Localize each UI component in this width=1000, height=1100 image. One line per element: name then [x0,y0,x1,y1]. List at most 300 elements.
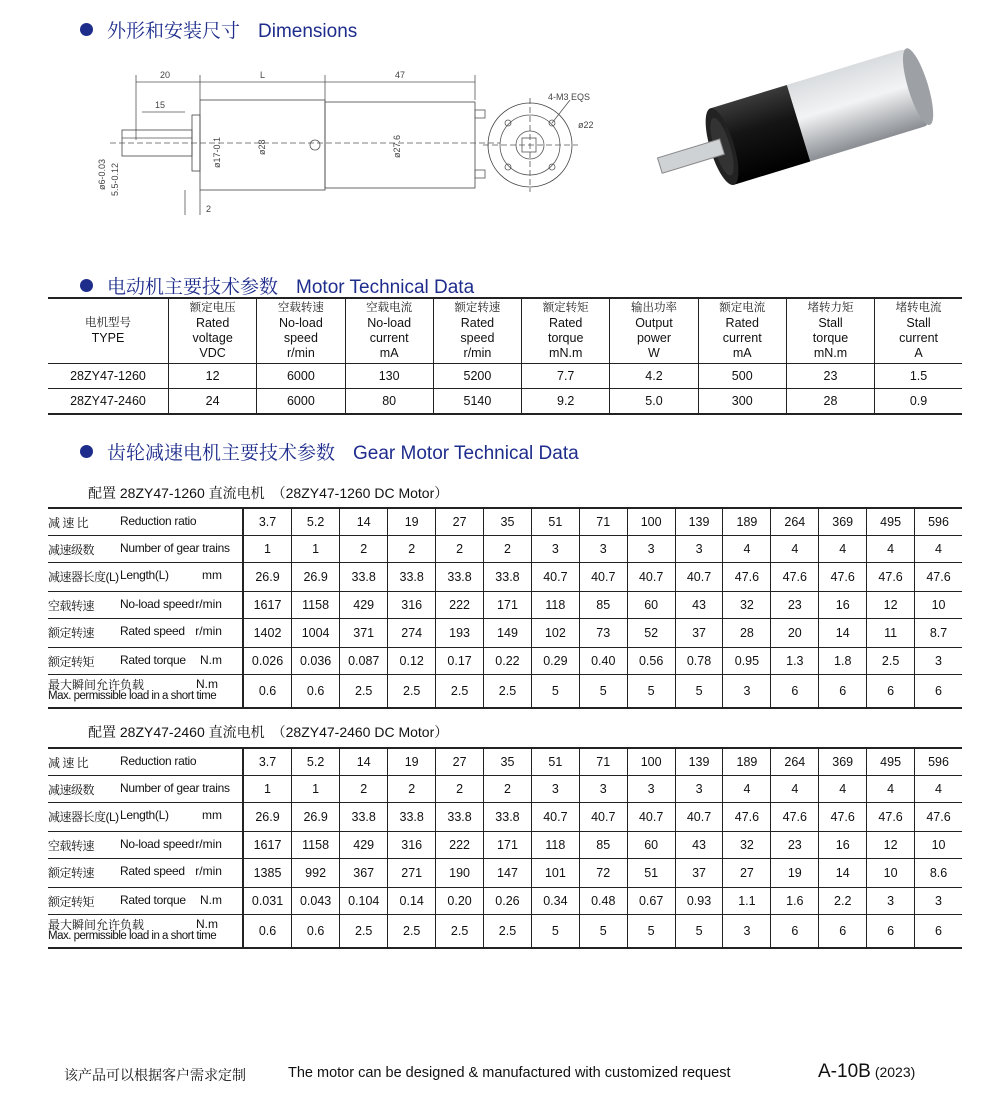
gear-value-cell: 4 [915,776,962,803]
gear-value-cell: 5 [675,915,723,949]
gear-value-cell: 6 [915,675,962,709]
gear-label-unit: N.m [195,677,218,691]
gear-value-cell: 51 [531,508,579,536]
gear-value-cell: 0.93 [675,888,723,915]
dim-label: 5.5-0.12 [110,162,120,196]
gear-label-unit: mm [201,808,222,822]
gear-value-cell: 596 [915,508,962,536]
gear-value-cell: 2 [484,536,532,563]
spec-value-cell: 4.2 [610,364,698,389]
gear-value-cell: 16 [819,832,867,859]
spec-column-en1: Rated [195,316,230,330]
spec-column-header [698,298,786,364]
gear-value-cell: 2 [436,776,484,803]
gear-value-cell: 51 [531,748,579,776]
gear-value-cell: 1.6 [771,888,819,915]
spec-value-cell: 6000 [257,364,345,389]
footer-note-zh: 该产品可以根据客户需求定制 [64,1067,246,1083]
gear-row-label [48,888,243,915]
gear-value-cell: 3 [579,536,627,563]
gear-row [48,915,962,949]
gear-row [48,536,962,563]
spec-column-en1: No-load [367,316,412,330]
gear-value-cell: 40.7 [627,803,675,832]
gear-value-cell: 5 [531,675,579,709]
gear-value-cell: 429 [340,832,388,859]
gear-value-cell: 1.1 [723,888,771,915]
gear-value-cell: 2.5 [340,675,388,709]
gear-value-cell: 0.20 [436,888,484,915]
gear-value-cell: 28 [723,619,771,648]
spec-column-header [433,298,521,364]
gear-value-cell: 2 [388,536,436,563]
gear-value-cell: 52 [627,619,675,648]
gear-row [48,803,962,832]
gear-value-cell: 32 [723,832,771,859]
gear-label-unit: r/min [195,864,222,878]
gear-value-cell: 0.026 [243,648,292,675]
dimensions-heading [80,16,357,43]
gear-value-cell: 37 [675,619,723,648]
gear-label-en: Rated speed [120,864,185,878]
gear-label-en: Reduction ratio [120,514,197,528]
dim-label: 15 [155,100,166,110]
dim-label: 20 [160,70,171,80]
gear-value-cell: 0.26 [484,888,532,915]
gear-label-en: Rated torque [120,893,186,907]
gear-row-label [48,619,243,648]
gear-row-label [48,776,243,803]
gear-value-cell: 4 [723,536,771,563]
gear-value-cell: 3 [627,776,675,803]
gear-row [48,748,962,776]
page-code [818,1061,915,1083]
dim-label: ø17-0.1 [212,136,222,168]
gear-value-cell: 72 [579,859,627,888]
gear-label-en: Length(L) [120,808,169,822]
gear-value-cell: 1402 [243,619,292,648]
spec-value-cell: 12 [169,364,257,389]
gear-row [48,648,962,675]
gear-value-cell: 10 [915,592,962,619]
spec-column-en1: Rated [460,316,495,330]
gear-row-label [48,592,243,619]
gear-value-cell: 0.29 [531,648,579,675]
gear-value-cell: 596 [915,748,962,776]
gear-value-cell: 33.8 [436,563,484,592]
gear-value-cell: 2 [388,776,436,803]
gear-value-cell: 2 [340,776,388,803]
spec-column-unit: r/min [463,346,492,360]
gear-value-cell: 5.2 [292,748,340,776]
gear-value-cell: 47.6 [771,563,819,592]
gear-label-unit: N.m [195,917,218,931]
spec-column-zh: 额定转矩 [542,302,589,314]
dim-label: ø22 [578,120,594,130]
gear-value-cell: 316 [388,592,436,619]
gear-value-cell: 14 [340,748,388,776]
gear-label-zh: 减 速 比 [48,516,89,530]
gear-value-cell: 40.7 [675,563,723,592]
gear-value-cell: 3 [627,536,675,563]
gear-value-cell: 3 [675,776,723,803]
gear-label-en: Reduction ratio [120,754,197,768]
gear-value-cell: 14 [819,859,867,888]
dimensions-heading-zh: 外形和安装尺寸 [107,21,241,42]
gear-value-cell: 2.5 [388,915,436,949]
dim-label: ø27.6 [392,134,402,158]
gear-value-cell: 37 [675,859,723,888]
spec-column-unit: VDC [199,346,226,360]
spec-type-cell: 28ZY47-2460 [48,389,169,415]
gear-value-cell: 1158 [292,592,340,619]
gear-row [48,859,962,888]
gear-value-cell: 139 [675,508,723,536]
gear-value-cell: 6 [819,915,867,949]
gear-value-cell: 1.8 [819,648,867,675]
spec-value-cell: 23 [786,364,874,389]
gear-value-cell: 33.8 [484,563,532,592]
gear-value-cell: 14 [819,619,867,648]
spec-column-en1: Stall [906,316,931,330]
gear-value-cell: 26.9 [292,803,340,832]
type-header [48,298,169,364]
gear-label-en: No-load speed [120,837,195,851]
type-header-zh: 电机型号 [85,317,131,329]
spec-value-cell: 5.0 [610,389,698,415]
gear-value-cell: 16 [819,592,867,619]
gear-value-cell: 6 [771,675,819,709]
gear-value-cell: 3 [675,536,723,563]
gear-value-cell: 369 [819,508,867,536]
spec-value-cell: 9.2 [522,389,610,415]
gear-value-cell: 3 [723,675,771,709]
gear-value-cell: 6 [771,915,819,949]
gear-value-cell: 1004 [292,619,340,648]
gear-value-cell: 0.56 [627,648,675,675]
gear-label-en: Rated torque [120,653,186,667]
gear-value-cell: 3 [915,888,962,915]
spec-column-en1: Rated [725,316,759,330]
gear-value-cell: 11 [867,619,915,648]
gear-value-cell: 0.34 [531,888,579,915]
gear-value-cell: 33.8 [388,563,436,592]
gear-value-cell: 429 [340,592,388,619]
gear-value-cell: 20 [771,619,819,648]
gear-label-en: Number of gear trains [120,781,230,795]
spec-value-cell: 6000 [257,389,345,415]
spec-column-en2: current [899,331,939,345]
gear-row [48,832,962,859]
spec-column-zh: 输出功率 [630,302,677,314]
gear-value-cell: 1617 [243,592,292,619]
gear-row-label [48,508,243,536]
gear-value-cell: 47.6 [915,803,962,832]
gear-label-en: Length(L) [120,568,169,582]
spec-column-en2: current [369,331,409,345]
gear-value-cell: 4 [771,536,819,563]
gear-value-cell: 3.7 [243,508,292,536]
gear-row [48,508,962,536]
gear-row-label [48,563,243,592]
gear-value-cell: 147 [484,859,532,888]
gear-label-zh: 空载转速 [48,839,95,853]
gear-value-cell: 51 [627,859,675,888]
gear-label-unit: N.m [199,653,222,667]
gear-value-cell: 35 [484,508,532,536]
gear-label-zh: 减速级数 [48,783,95,797]
gear-row [48,619,962,648]
page-code-label: A-10B [818,1061,871,1082]
gear-value-cell: 33.8 [340,803,388,832]
gear-value-cell: 71 [579,508,627,536]
gear-value-cell: 0.14 [388,888,436,915]
gear-value-cell: 0.12 [388,648,436,675]
gear-row-label [48,915,243,949]
gear-value-cell: 3.7 [243,748,292,776]
gear-value-cell: 14 [340,508,388,536]
spec-column-en1: No-load [279,316,323,330]
gear-value-cell: 8.6 [915,859,962,888]
gear-row-label [48,675,243,709]
gear-value-cell: 33.8 [388,803,436,832]
dim-label: 2 [206,204,212,214]
gear-value-cell: 2 [436,536,484,563]
gear-value-cell: 6 [867,675,915,709]
gear-value-cell: 367 [340,859,388,888]
gear-value-cell: 1 [292,536,340,563]
gear-value-cell: 4 [819,776,867,803]
spec-value-cell: 5140 [433,389,521,415]
gear-value-cell: 118 [531,832,579,859]
gear-value-cell: 33.8 [436,803,484,832]
gear-value-cell: 43 [675,592,723,619]
gear-value-cell: 40.7 [579,563,627,592]
gear-row [48,675,962,709]
gear-value-cell: 4 [819,536,867,563]
spec-column-header [345,298,433,364]
gear-value-cell: 40.7 [627,563,675,592]
gear-value-cell: 149 [484,619,532,648]
spec-value-cell: 24 [169,389,257,415]
gear-value-cell: 171 [484,592,532,619]
gear-value-cell: 47.6 [867,803,915,832]
dim-label: L [260,70,266,80]
gear-value-cell: 4 [867,776,915,803]
gear-label-zh: 最大瞬间允许负载 [48,918,145,932]
gear-value-cell: 316 [388,832,436,859]
spec-value-cell: 130 [345,364,433,389]
gear-value-cell: 47.6 [867,563,915,592]
gear-label-zh: 额定转速 [48,866,95,880]
dim-label: 47 [395,70,406,80]
gear-value-cell: 5 [627,915,675,949]
spec-column-en2: speed [460,331,495,345]
gear-value-cell: 40.7 [531,803,579,832]
gear-row-label [48,832,243,859]
gear-label-zh: 最大瞬间允许负载 [48,678,145,692]
spec-column-header [875,298,962,364]
gear-value-cell: 118 [531,592,579,619]
gear-row [48,888,962,915]
gear-label-zh: 减速器长度(L) [48,570,119,584]
gear-row-label [48,536,243,563]
gear-value-cell: 0.6 [292,915,340,949]
spec-column-unit: r/min [287,346,315,360]
gear-label-zh: 减速器长度(L) [48,810,119,824]
gear-value-cell: 190 [436,859,484,888]
gear-label-unit: r/min [195,597,222,611]
gear-value-cell: 1617 [243,832,292,859]
spec-column-zh: 额定电压 [189,302,236,314]
spec-column-header [169,298,257,364]
gear-value-cell: 32 [723,592,771,619]
gear-row-label [48,648,243,675]
spec-value-cell: 500 [698,364,786,389]
gear-value-cell: 47.6 [723,563,771,592]
spec-column-header [610,298,698,364]
gear-label-unit: r/min [195,624,222,638]
gear-label-en: Number of gear trains [120,541,230,555]
gear-value-cell: 101 [531,859,579,888]
gear-value-cell: 371 [340,619,388,648]
spec-column-en1: Stall [818,316,843,330]
gear-value-cell: 3 [723,915,771,949]
spec-column-zh: 空载电流 [366,302,413,314]
spec-column-header [522,298,610,364]
spec-column-en2: voltage [192,331,233,345]
gear-value-cell: 5.2 [292,508,340,536]
bullet-icon [80,445,93,458]
gear-value-cell: 271 [388,859,436,888]
bullet-icon [80,279,93,292]
gear-row [48,563,962,592]
gear-row-label [48,748,243,776]
gear-value-cell: 35 [484,748,532,776]
spec-value-cell: 28 [786,389,874,415]
gear-value-cell: 171 [484,832,532,859]
gear-config-2: 配置 28ZY47-2460 直流电机 （28ZY47-2460 DC Motor） [88,724,449,740]
spec-column-en1: Rated [549,316,583,330]
gear-value-cell: 193 [436,619,484,648]
gear-value-cell: 0.036 [292,648,340,675]
gear-value-cell: 4 [915,536,962,563]
gear-value-cell: 6 [915,915,962,949]
gear-value-cell: 19 [388,748,436,776]
gear-value-cell: 2.5 [867,648,915,675]
gear-value-cell: 2.5 [484,915,532,949]
gear-value-cell: 0.22 [484,648,532,675]
gear-label-en: No-load speed [120,597,195,611]
gear-table-2 [48,747,962,949]
dimension-drawing [97,60,620,230]
gear-value-cell: 19 [388,508,436,536]
spec-column-header [257,298,345,364]
gear-data-heading-en: Gear Motor Technical Data [353,443,579,464]
gear-value-cell: 71 [579,748,627,776]
motor-data-heading [80,272,474,299]
gear-value-cell: 0.6 [292,675,340,709]
gear-value-cell: 27 [723,859,771,888]
gear-value-cell: 1385 [243,859,292,888]
gear-value-cell: 10 [867,859,915,888]
gear-value-cell: 264 [771,508,819,536]
page-year: (2023) [874,1064,916,1080]
gear-value-cell: 0.043 [292,888,340,915]
gear-table-1 [48,507,962,709]
gear-value-cell: 264 [771,748,819,776]
gear-label-unit: N.m [199,893,222,907]
spec-column-unit: W [648,346,660,360]
gear-value-cell: 3 [915,648,962,675]
gear-value-cell: 2.2 [819,888,867,915]
dim-label: 4-M3 EQS [548,92,591,102]
gear-value-cell: 10 [915,832,962,859]
gear-value-cell: 3 [531,536,579,563]
spec-value-cell: 0.9 [875,389,962,415]
gear-value-cell: 19 [771,859,819,888]
motor-spec-header-row [48,298,962,364]
gear-label-zh: 减速级数 [48,543,95,557]
gear-value-cell: 5 [675,675,723,709]
gear-value-cell: 0.78 [675,648,723,675]
gear-data-heading-zh: 齿轮减速电机主要技术参数 [107,443,336,464]
gear-value-cell: 85 [579,592,627,619]
spec-column-header [786,298,874,364]
gear-value-cell: 0.031 [243,888,292,915]
gear-label-zh: 额定转矩 [48,655,95,669]
spec-column-en2: torque [547,331,584,345]
gear-label-en: Rated speed [120,624,185,638]
gear-row-label [48,859,243,888]
dimensions-heading-en: Dimensions [258,21,358,42]
gear-value-cell: 6 [867,915,915,949]
gear-value-cell: 12 [867,832,915,859]
spec-column-en1: Output [635,316,673,330]
gear-value-cell: 12 [867,592,915,619]
footer-note-en: The motor can be designed & manufactured with customized request [288,1065,731,1081]
gear-value-cell: 60 [627,592,675,619]
gear-value-cell: 2.5 [436,915,484,949]
gear-value-cell: 3 [867,888,915,915]
gear-value-cell: 26.9 [292,563,340,592]
gear-value-cell: 992 [292,859,340,888]
spec-column-unit: mA [379,346,399,360]
gear-value-cell: 495 [867,748,915,776]
motor-photo [650,48,950,208]
gear-label-en: Max. permissible load in a short time [48,930,217,942]
gear-value-cell: 1.3 [771,648,819,675]
gear-value-cell: 27 [436,748,484,776]
gear-value-cell: 102 [531,619,579,648]
spec-column-zh: 空载转速 [277,302,324,314]
motor-data-heading-zh: 电动机主要技术参数 [107,277,279,298]
spec-value-cell: 7.7 [522,364,610,389]
spec-value-cell: 80 [345,389,433,415]
gear-value-cell: 0.17 [436,648,484,675]
gear-value-cell: 369 [819,748,867,776]
gear-value-cell: 60 [627,832,675,859]
gear-value-cell: 2.5 [436,675,484,709]
gear-value-cell: 5 [579,915,627,949]
spec-column-unit: mN.m [813,346,848,360]
spec-type-cell: 28ZY47-1260 [48,364,169,389]
spec-column-en2: power [636,331,671,345]
gear-value-cell: 0.087 [340,648,388,675]
gear-value-cell: 4 [723,776,771,803]
spec-row [48,364,962,389]
gear-label-zh: 额定转矩 [48,895,95,909]
